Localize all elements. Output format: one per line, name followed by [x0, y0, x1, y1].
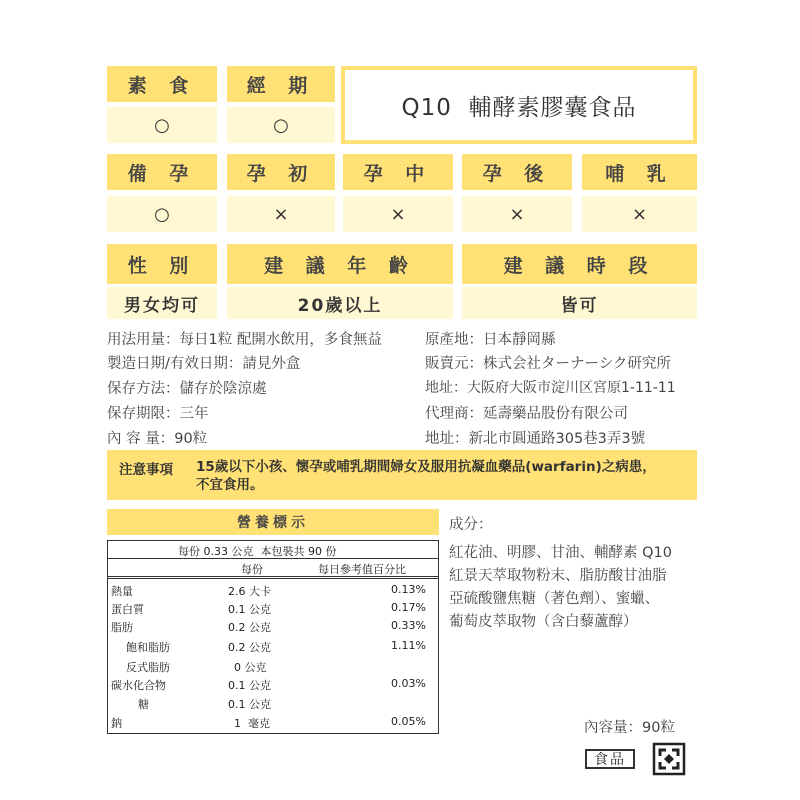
nutrient-amount: 0.1 公克 — [228, 679, 271, 692]
value-preparing: ○ — [107, 196, 217, 232]
info-origin: 原產地：日本靜岡縣 — [425, 332, 556, 348]
nutrition-row-energy — [108, 581, 438, 599]
info-seller: 販賣元：株式会社ターナーシク研究所 — [425, 356, 671, 372]
nutrient-percent: 1.11% — [391, 639, 426, 652]
value-nursing: × — [582, 196, 697, 232]
nutrient-amount: 2.6 大卡 — [228, 585, 271, 598]
nutrient-name: 反式脂肪 — [126, 661, 170, 674]
ingredients-label: 成分： — [449, 517, 493, 533]
value-early: × — [227, 196, 335, 232]
nutrient-name: 熱量 — [111, 585, 133, 598]
header-preparing: 備 孕 — [107, 154, 217, 190]
nutrient-name: 鈉 — [111, 717, 122, 730]
nutrient-percent: 0.13% — [391, 583, 426, 596]
notice-line-1: 15歲以下小孩、懷孕或哺乳期間婦女及服用抗凝血藥品(warfarin)之病患， — [196, 459, 656, 475]
header-gender: 性 別 — [107, 244, 217, 284]
info-agent: 代理商：延壽藥品股份有限公司 — [425, 406, 628, 422]
nutrition-row-saturated-fat — [108, 637, 438, 655]
info-shelf-life: 保存期限：三年 — [107, 406, 209, 422]
nutrient-name: 飽和脂肪 — [126, 641, 170, 654]
header-nursing: 哺 乳 — [582, 154, 697, 190]
nutrition-serving: 每份 0.33 公克 本包裝共 90 份 — [178, 545, 337, 558]
nutrient-name: 碳水化合物 — [111, 679, 166, 692]
value-menstruation: ○ — [227, 107, 335, 143]
product-title — [341, 66, 697, 144]
value-late: × — [462, 196, 572, 232]
nutrient-name: 糖 — [138, 698, 149, 711]
info-quantity: 內 容 量：90粒 — [107, 431, 208, 447]
nutrition-title: 營養標示 — [107, 509, 439, 535]
nutrition-serving-row — [108, 541, 438, 559]
header-menstruation: 經 期 — [227, 66, 335, 102]
value-time: 皆可 — [462, 287, 697, 319]
info-agent-address: 地址：新北市圓通路305巷3弄3號 — [425, 431, 646, 447]
notice-label: 注意事項 — [119, 462, 173, 478]
nutrient-amount: 0.1 公克 — [228, 603, 271, 616]
header-vegetarian: 素 食 — [107, 66, 217, 102]
nutrient-amount: 0.1 公克 — [228, 698, 271, 711]
col-per-serving: 每份 — [241, 563, 263, 576]
nutrition-row-sodium — [108, 713, 438, 731]
value-vegetarian: ○ — [107, 107, 217, 143]
info-storage: 保存方法：儲存於陰涼處 — [107, 381, 267, 397]
nutrient-amount: 0.2 公克 — [228, 621, 271, 634]
recycle-icon — [652, 742, 686, 776]
ingredients-line-4: 葡萄皮萃取物（含白藜蘆醇） — [449, 614, 638, 630]
notice-line-2: 不宜食用。 — [196, 477, 264, 493]
info-seller-address: 地址：大阪府大阪市淀川区宮原1-11-11 — [425, 380, 676, 396]
content-amount: 內容量：90粒 — [584, 720, 675, 736]
nutrient-percent: 0.03% — [391, 677, 426, 690]
nutrient-percent: 0.33% — [391, 619, 426, 632]
product-title-text: Q10 輔酵素膠囊食品 — [401, 94, 637, 121]
divider — [108, 578, 438, 579]
nutrition-row-fat — [108, 617, 438, 635]
nutrition-row-carbohydrate — [108, 675, 438, 693]
ingredients-line-1: 紅花油、明膠、甘油、輔酵素 Q10 — [449, 545, 672, 561]
header-mid: 孕 中 — [343, 154, 453, 190]
nutrition-table — [107, 540, 439, 734]
header-early: 孕 初 — [227, 154, 335, 190]
nutrient-name: 蛋白質 — [111, 603, 144, 616]
ingredients-line-2: 紅景天萃取物粉末、脂肪酸甘油脂 — [449, 568, 667, 584]
value-age: 20歲以上 — [227, 287, 453, 319]
nutrition-column-header — [108, 559, 438, 577]
value-mid: × — [343, 196, 453, 232]
nutrient-amount: 1 毫克 — [234, 717, 270, 730]
value-gender: 男女均可 — [107, 287, 217, 319]
info-dates: 製造日期/有效日期：請見外盒 — [107, 356, 301, 372]
header-time: 建 議 時 段 — [462, 244, 697, 284]
col-daily-value: 每日參考值百分比 — [318, 563, 406, 576]
nutrient-percent: 0.05% — [391, 715, 426, 728]
nutrient-name: 脂肪 — [111, 621, 133, 634]
nutrition-row-sugar — [108, 694, 438, 712]
header-late: 孕 後 — [462, 154, 572, 190]
nutrient-amount: 0.2 公克 — [228, 641, 271, 654]
nutrient-amount: 0 公克 — [234, 661, 267, 674]
notice-box — [107, 450, 697, 500]
food-label: 食品 — [585, 749, 635, 769]
header-age: 建 議 年 齡 — [227, 244, 453, 284]
ingredients-line-3: 亞硫酸鹽焦糖（著色劑）、蜜蠟、 — [449, 591, 660, 607]
nutrient-percent: 0.17% — [391, 601, 426, 614]
nutrition-row-trans-fat — [108, 657, 438, 675]
nutrition-row-protein — [108, 599, 438, 617]
info-usage: 用法用量：每日1粒 配開水飲用，多食無益 — [107, 332, 382, 348]
